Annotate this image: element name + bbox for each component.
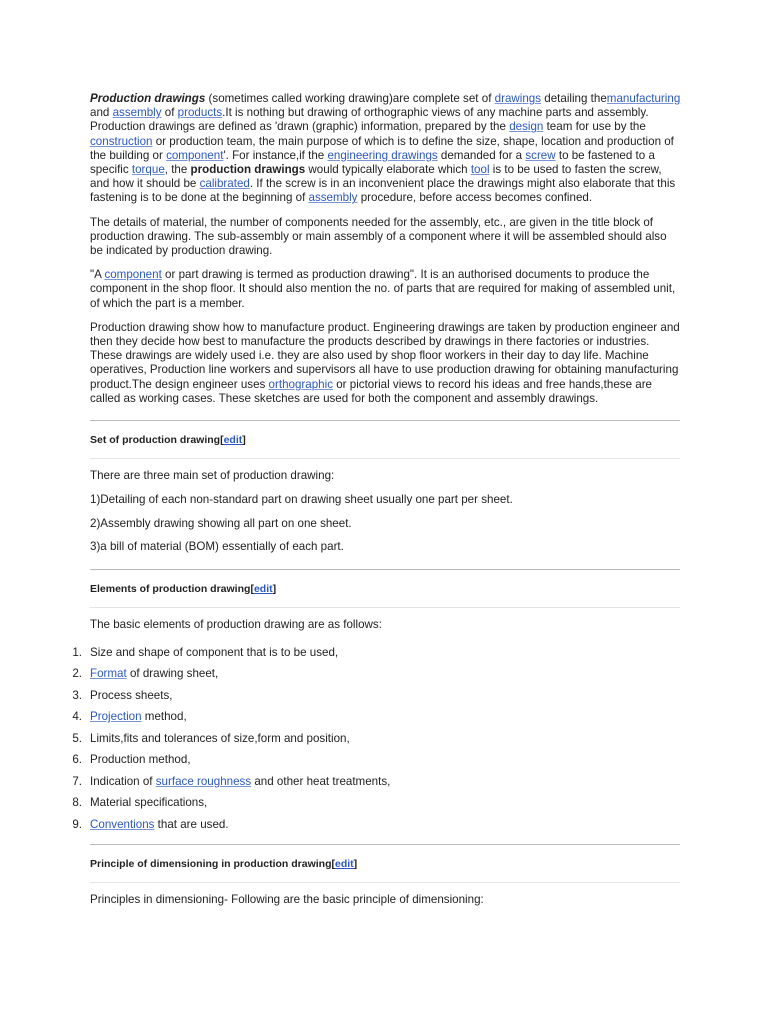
link-design[interactable]: design (509, 120, 544, 134)
edit-link-set[interactable]: edit (223, 434, 243, 447)
link-assembly[interactable]: assembly (112, 106, 162, 120)
list-item-number: 2. (72, 667, 82, 681)
list-item-link[interactable]: surface roughness (155, 774, 252, 788)
list-item-text: Size and shape of component that is to be used, (90, 645, 339, 659)
section-heading-principle (90, 845, 682, 882)
article-body (72, 92, 682, 917)
list-item-number: 4. (72, 710, 82, 724)
heading-principle-of-dimensioning: Principle of dimensioning in production drawing[edit] (90, 858, 358, 871)
list-item-text: of drawing sheet, (126, 667, 219, 681)
set-paragraph: 2)Assembly drawing showing all part on one sheet. (90, 516, 352, 530)
set-paragraph: 1)Detailing of each non-standard part on drawing sheet usually one part per sheet. (90, 492, 513, 506)
term-production-drawings: Production drawings (90, 92, 206, 105)
set-paragraph: 3)a bill of material (BOM) essentially of each part. (90, 540, 344, 554)
component-drawing-paragraph: "A component or part drawing is termed as production drawing". It is an authorised documents to produce the component in the shop floor. It should also mention the no. of parts that are required for making of assembled unit, of which the part is a member. (90, 268, 676, 310)
list-item-number: 1. (72, 645, 82, 659)
list-item-text: Indication of (90, 774, 156, 788)
edit-link-principle[interactable]: edit (335, 858, 354, 871)
list-item-text: Process sheets, (90, 688, 173, 702)
bold-production-drawings: production drawings (190, 163, 306, 177)
list-item-number: 8. (72, 796, 82, 810)
list-item (72, 688, 682, 703)
link-torque[interactable]: torque (131, 163, 165, 177)
link-drawings[interactable]: drawings (494, 92, 542, 105)
list-item (72, 731, 682, 746)
section-body-set (90, 459, 682, 555)
manufacture-paragraph: Production drawing show how to manufacture product. Engineering drawings are taken by production engineer and then they decide how best to manufacture the products described by drawings in there factories or industries. These drawings are widely used i.e. they are also used by shop floor workers in their day to day life. Machine operatives, Production line workers and supervisors all have to use production drawing for obtaining manufacturing product.The design engineer uses orthographic or pictorial views to record his ideas and free hands,these are called as working cases. These sketches are used for both the component and assembly drawings. (90, 320, 680, 405)
set-paragraph: There are three main set of production drawing: (90, 469, 335, 483)
heading-set-of-production-drawing: Set of production drawing[edit] (90, 434, 246, 447)
list-item-number: 3. (72, 688, 82, 702)
list-item (72, 753, 682, 767)
section-heading-set (90, 421, 682, 458)
list-item (72, 645, 682, 660)
material-details-paragraph: The details of material, the number of components needed for the assembly, etc., are given in the title block of production drawing. The sub-assembly or main assembly of a component where it will be assembled should also be indicated by production drawing. (90, 215, 667, 258)
link-construction[interactable]: construction (90, 134, 153, 148)
principle-intro: Principles in dimensioning- Following are the basic principle of dimensioning: (90, 893, 484, 907)
link-assembly-procedure[interactable]: assembly (308, 191, 358, 205)
edit-link-elements[interactable]: edit (253, 582, 273, 595)
section-heading-elements (90, 570, 682, 607)
link-component-2[interactable]: component (104, 268, 162, 282)
elements-intro: The basic elements of production drawing are as follows: (90, 617, 382, 631)
intro-paragraph: Production drawings (sometimes called working drawing)are complete set of drawings detailing themanufacturing and assembly of products.It is nothing but drawing of orthographic views of any machine parts and assembly. Production drawings are defined as 'drawn (graphic) information, prepared by the design team for use by the construction or production team, the main purpose of which is to define the size, shape, location and production of the building or component'. For instance,if the engineering drawings demanded for a screw to be fastened to a specific torque, the production drawings would typically elaborate which tool is to be used to fasten the screw, and how it should be calibrated. If the screw is in an inconvenient place the drawings might also elaborate that this fastening is to be done at the beginning of assembly procedure, before access becomes confined. (90, 92, 681, 205)
list-item (72, 817, 682, 832)
link-products[interactable]: products (177, 106, 223, 120)
list-item-number: 5. (72, 731, 82, 745)
link-component[interactable]: component (166, 148, 224, 162)
list-item-link[interactable]: Projection (90, 710, 142, 724)
list-item-number: 6. (72, 753, 82, 767)
link-orthographic[interactable]: orthographic (268, 377, 333, 391)
list-item-text: Production method, (90, 753, 191, 767)
section-body-elements (72, 608, 682, 832)
list-item-link[interactable]: Format (90, 667, 127, 681)
link-calibrated[interactable]: calibrated (199, 177, 250, 191)
list-item-link[interactable]: Conventions (90, 817, 155, 831)
list-item (72, 774, 682, 789)
list-item-number: 9. (72, 817, 82, 831)
list-item-text: that are used. (154, 817, 229, 831)
list-item-text: Material specifications, (90, 796, 208, 810)
link-manufacturing[interactable]: manufacturing (606, 92, 681, 105)
section-body-principle (90, 883, 682, 907)
elements-list (72, 645, 682, 832)
list-item-text: Limits,fits and tolerances of size,form and position, (90, 731, 350, 745)
list-item (72, 667, 682, 681)
list-item-text: method, (141, 710, 187, 724)
list-item (72, 710, 682, 724)
list-item (72, 796, 682, 810)
link-screw[interactable]: screw (525, 148, 556, 162)
list-item-text: and other heat treatments, (251, 774, 391, 788)
heading-elements-of-production-drawing: Elements of production drawing[edit] (90, 582, 277, 595)
link-engineering-drawings[interactable]: engineering drawings (327, 148, 438, 162)
list-item-number: 7. (72, 774, 82, 788)
link-tool[interactable]: tool (470, 163, 490, 177)
